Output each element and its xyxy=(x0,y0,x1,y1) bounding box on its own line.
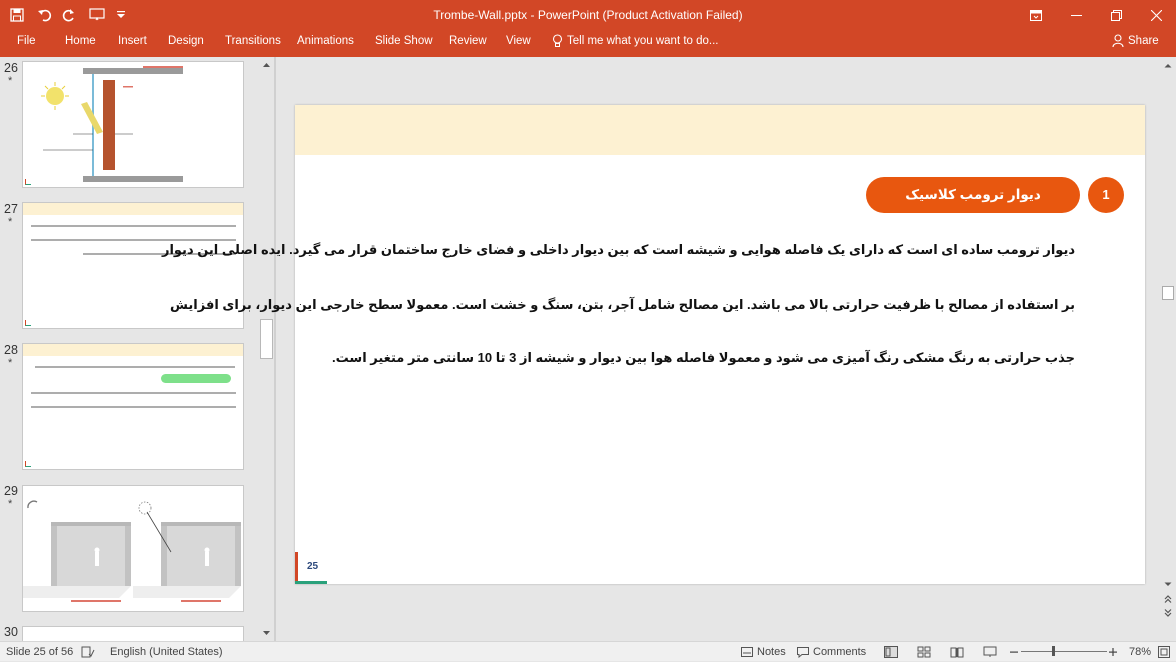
notes-button[interactable] xyxy=(741,642,786,662)
thumbnail-corner-mark xyxy=(25,179,31,185)
trombe-wall-diagram-thumbnail xyxy=(23,62,244,188)
tab-view[interactable]: View xyxy=(506,35,531,47)
window-controls xyxy=(1016,0,1176,30)
tab-design[interactable]: Design xyxy=(168,35,204,47)
slide-thumbnail-26[interactable] xyxy=(22,61,244,188)
tell-me-search[interactable] xyxy=(552,30,719,57)
scroll-down-icon[interactable] xyxy=(1163,579,1173,589)
thumbnail-text-line xyxy=(31,225,236,227)
thumbnail-number: 28 xyxy=(4,343,18,357)
zoom-out-icon[interactable] xyxy=(1010,642,1018,662)
thumbnail-number: 30 xyxy=(4,625,18,639)
body-text-line[interactable]: دیوار ترومب ساده ای است که دارای یک فاصله هوایی و شیشه است که بین دیوار داخلی و فضای خارج ساختمان قرار می گیرد. ایده اصلی این دیوار xyxy=(161,242,1075,257)
zoom-slider-handle[interactable] xyxy=(1052,646,1055,656)
scroll-up-icon[interactable] xyxy=(261,60,272,71)
thumbnail-number: 27 xyxy=(4,202,18,216)
room-illustration-thumbnail xyxy=(23,486,244,612)
thumbnail-corner-mark xyxy=(25,320,31,326)
thumbnail-number: 26 xyxy=(4,61,18,75)
status-bar xyxy=(0,641,1176,661)
ribbon-tabs xyxy=(0,30,1176,57)
scroll-down-icon[interactable] xyxy=(261,627,272,638)
body-text-line[interactable]: جذب حرارتی به رنگ مشکی رنگ آمیزی می شود و معمولا فاصله هوا بین دیوار و شیشه از 3 تا 10 سانتی متر متغیر است. xyxy=(332,350,1075,365)
tab-home[interactable]: Home xyxy=(65,35,96,47)
slide-editing-area xyxy=(161,57,1160,641)
next-slide-icon[interactable] xyxy=(1163,608,1173,618)
tab-file[interactable]: File xyxy=(17,35,36,47)
zoom-slider-track[interactable] xyxy=(1021,651,1107,652)
lightbulb-icon xyxy=(552,34,563,48)
thumbnail-number: 29 xyxy=(4,484,18,498)
share-button[interactable] xyxy=(1112,30,1159,57)
animation-star-icon: * xyxy=(8,75,13,87)
language-indicator[interactable]: English (United States) xyxy=(110,646,223,658)
thumbnail-text-line xyxy=(35,366,235,368)
slide-counter: Slide 25 of 56 xyxy=(6,646,74,658)
comment-icon xyxy=(797,647,809,658)
ribbon-display-options-icon[interactable] xyxy=(1016,0,1056,30)
tab-transitions[interactable]: Transitions xyxy=(225,35,281,47)
window-title: Trombe-Wall.pptx - PowerPoint (Product Activation Failed) xyxy=(433,8,743,22)
tab-animations[interactable]: Animations xyxy=(297,35,354,47)
normal-view-icon[interactable] xyxy=(884,642,898,662)
comments-label: Comments xyxy=(813,646,867,658)
scrollbar-handle[interactable] xyxy=(1162,286,1174,300)
reading-view-icon[interactable] xyxy=(950,642,964,662)
slide-sorter-icon[interactable] xyxy=(917,642,931,662)
slide-thumbnail-29[interactable] xyxy=(22,485,244,612)
restore-icon[interactable] xyxy=(1096,0,1136,30)
close-icon[interactable] xyxy=(1136,0,1176,30)
slide-corner-accent xyxy=(295,552,298,584)
thumbnail-header-band xyxy=(23,203,243,215)
tell-me-label: Tell me what you want to do... xyxy=(567,35,719,47)
spelling-check-icon[interactable] xyxy=(81,642,95,662)
comments-button[interactable] xyxy=(797,642,866,662)
slide-heading[interactable]: دیوار ترومب کلاسیک xyxy=(866,177,1080,213)
slide-thumbnail-28[interactable] xyxy=(22,343,244,470)
animation-star-icon: * xyxy=(8,498,13,510)
animation-star-icon: * xyxy=(8,216,13,228)
scrollbar-handle[interactable] xyxy=(260,319,273,359)
editor-scrollbar[interactable] xyxy=(1160,57,1176,641)
fit-slide-icon[interactable] xyxy=(1158,642,1170,662)
minimize-icon[interactable] xyxy=(1056,0,1096,30)
person-icon xyxy=(1112,34,1124,47)
slide-corner-accent xyxy=(295,581,327,584)
slide-header-band xyxy=(295,105,1145,155)
zoom-level[interactable]: 78% xyxy=(1129,646,1152,658)
editor-horizontal-scrollbar[interactable] xyxy=(276,627,1160,641)
zoom-in-icon[interactable] xyxy=(1109,642,1117,662)
slide-thumbnail-pane xyxy=(0,57,274,641)
thumbnail-heading-pill xyxy=(161,374,231,383)
tab-review[interactable]: Review xyxy=(449,35,487,47)
slide-show-icon[interactable] xyxy=(983,642,997,662)
thumbnail-text-line xyxy=(31,406,236,408)
body-text-line[interactable]: بر استفاده از مصالح با ظرفیت حرارتی بالا می باشد. این مصالح شامل آجر، بتن، سنگ و خشت است. معمولا سطح خارجی این دیوار، برای افزایش xyxy=(170,297,1075,312)
thumbnail-text-line xyxy=(31,239,236,241)
notes-icon xyxy=(741,647,753,657)
slide-thumbnail-30[interactable] xyxy=(22,626,244,641)
thumbnail-text-line xyxy=(31,392,236,394)
thumbnail-corner-mark xyxy=(25,461,31,467)
title-bar xyxy=(0,0,1176,30)
slide-page-number: 25 xyxy=(307,561,319,572)
animation-star-icon: * xyxy=(8,357,13,369)
share-label: Share xyxy=(1128,35,1159,47)
tab-insert[interactable]: Insert xyxy=(118,35,147,47)
thumbnail-header-band xyxy=(23,344,243,356)
tab-slide-show[interactable]: Slide Show xyxy=(375,35,433,47)
scroll-up-icon[interactable] xyxy=(1163,61,1173,71)
current-slide[interactable] xyxy=(161,105,1145,584)
previous-slide-icon[interactable] xyxy=(1163,594,1173,604)
heading-number-badge[interactable]: 1 xyxy=(1088,177,1124,213)
notes-label: Notes xyxy=(757,646,786,658)
thumbnail-scrollbar[interactable] xyxy=(259,57,274,641)
